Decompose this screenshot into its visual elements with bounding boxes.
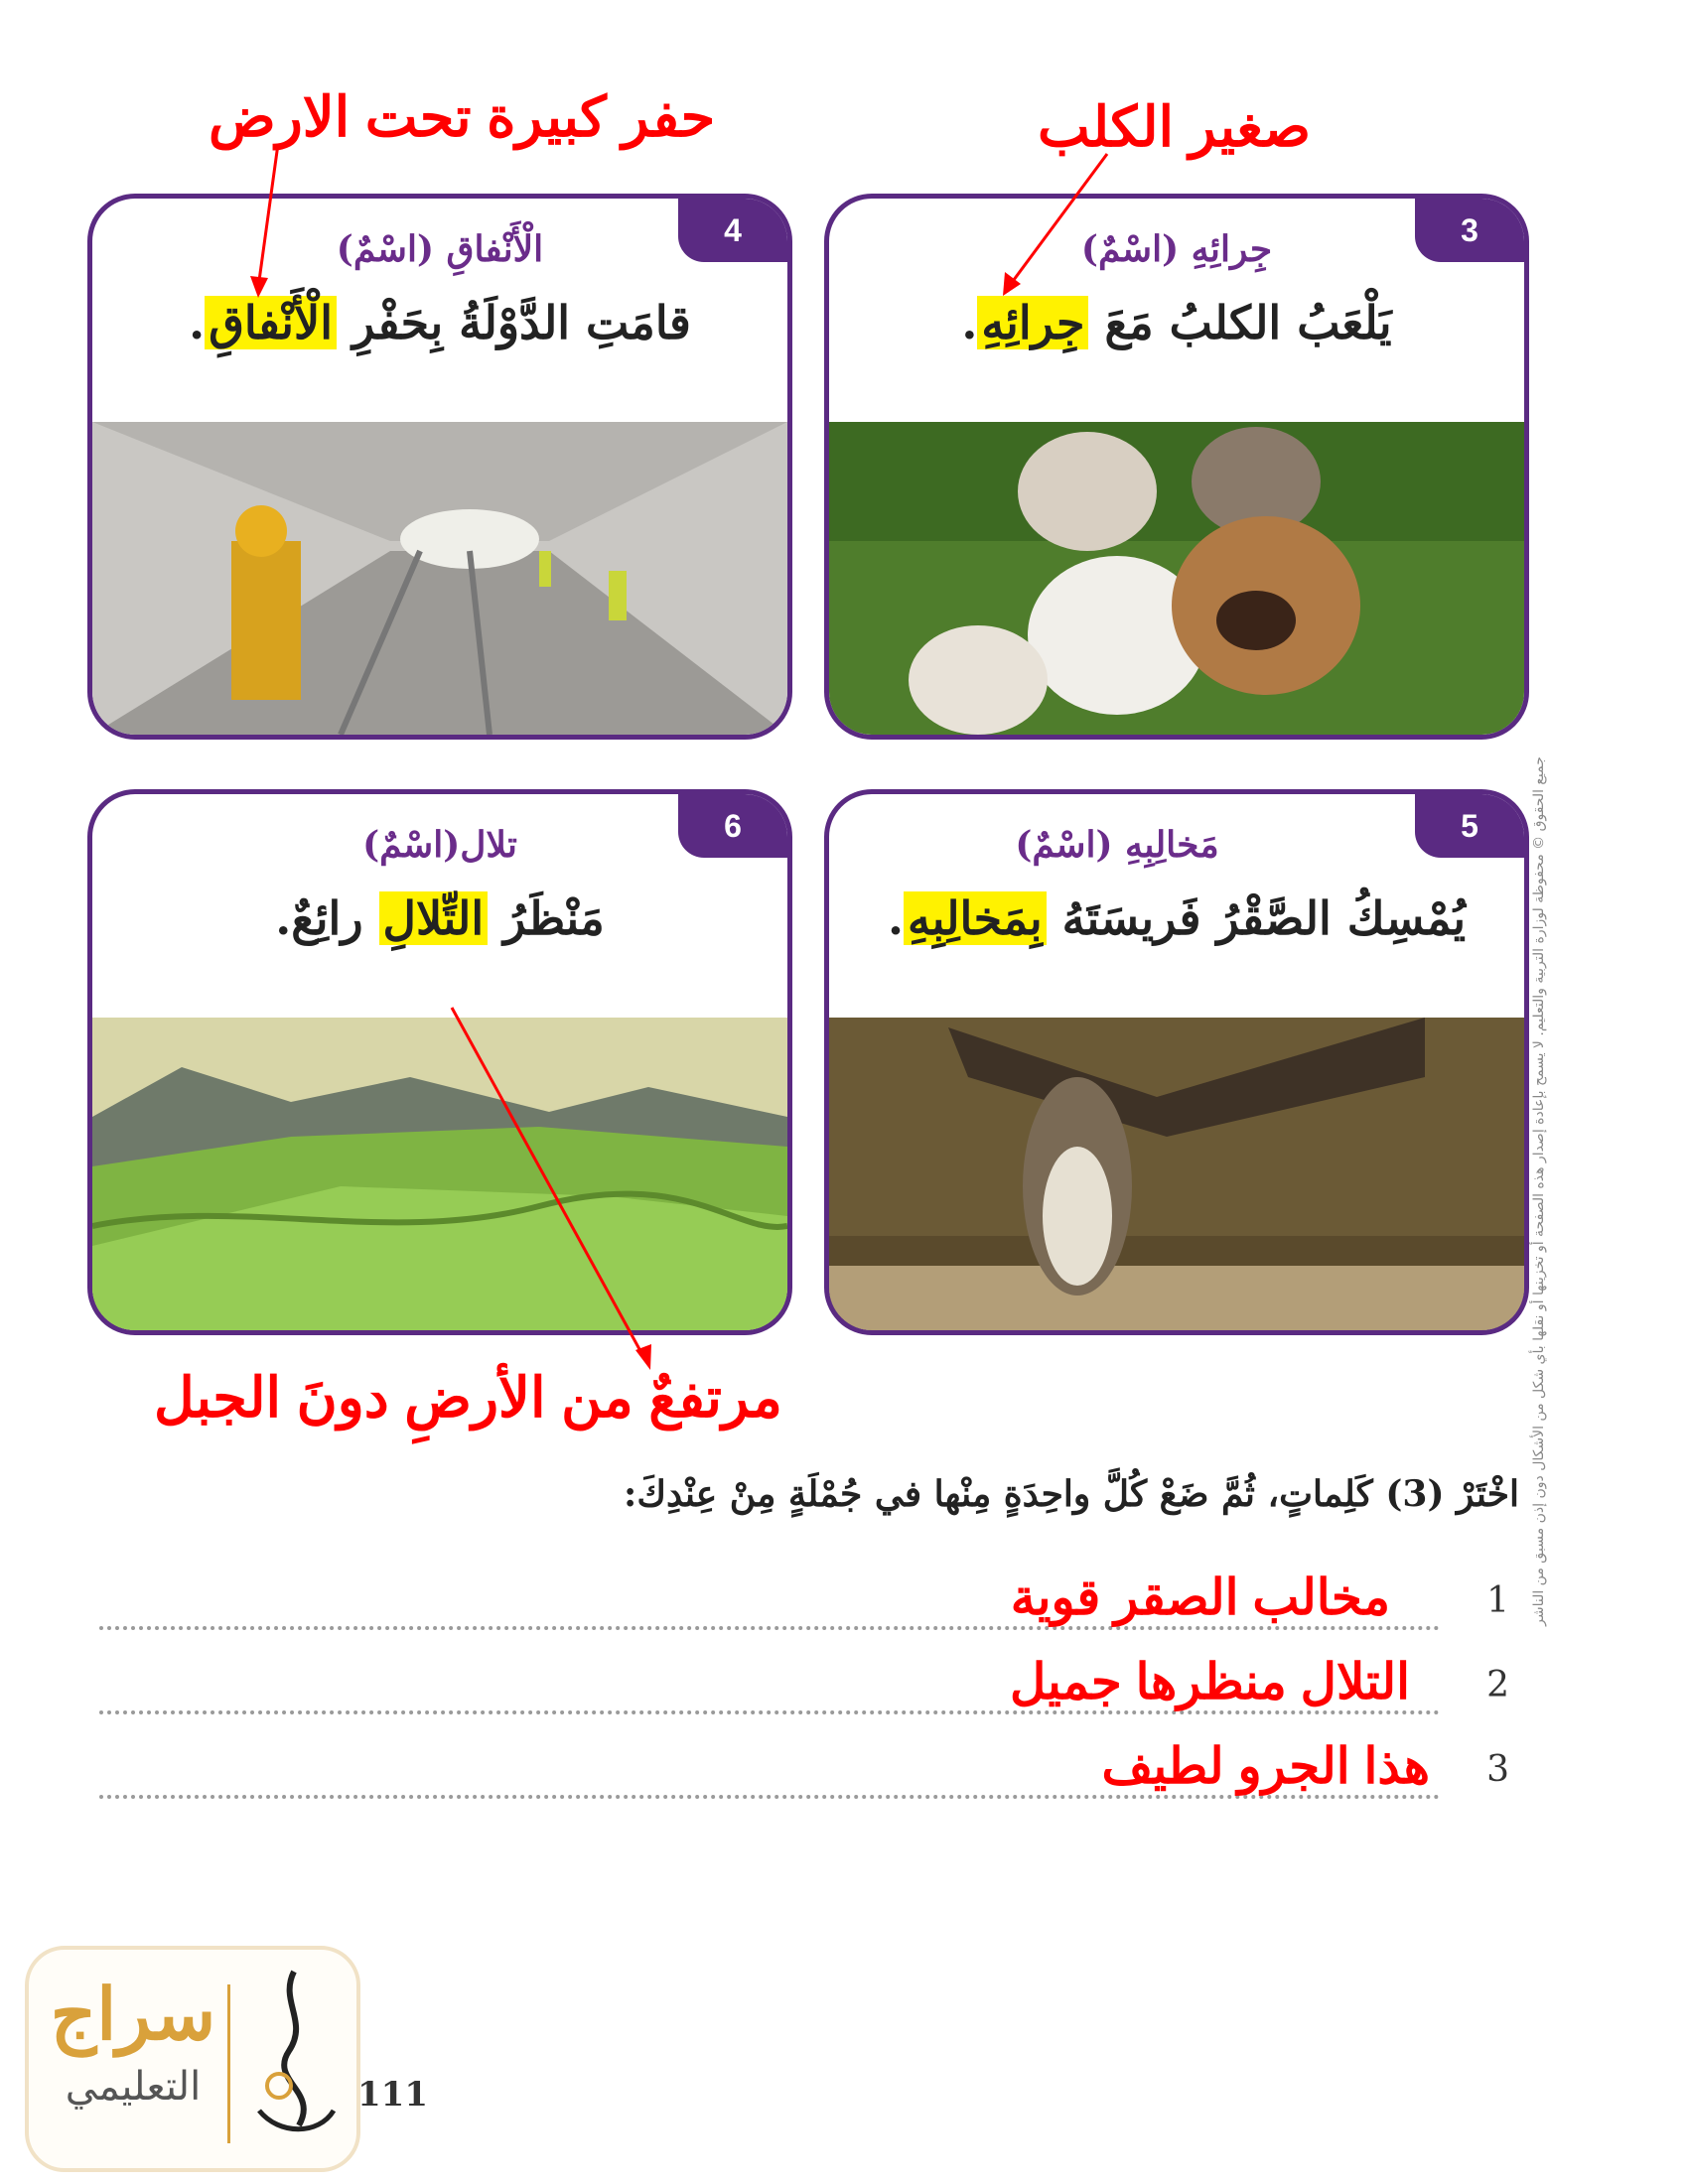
card-number-badge: 5 xyxy=(1415,794,1524,858)
highlighted-word: بِمَخالِبِهِ xyxy=(904,891,1047,945)
card-number-badge: 3 xyxy=(1415,199,1524,262)
page-number: 111 xyxy=(357,2075,428,2115)
answer-text: هذا الجرو لطيف xyxy=(1091,1737,1440,1795)
calligraphy-mark-icon xyxy=(239,1962,349,2150)
highlighted-word: جِرائِهِ xyxy=(977,296,1088,349)
card-sentence: مَنْظَرُ التِّلالِ رائِعٌ. xyxy=(275,891,605,945)
card-number-badge: 6 xyxy=(678,794,787,858)
copyright-side-note: جميع الحقوق © محفوظة لوزارة التربية والتعليم. لا يسمح بإعادة إصدار هذه الصفحة أو تخزينها أو نقلها بأي شكل من الأشكال دون إذن مسبق من الناشر xyxy=(1531,756,1547,1626)
answer-line-2[interactable] xyxy=(99,1653,1509,1722)
answer-line-1[interactable] xyxy=(99,1569,1509,1638)
line-number: 1 xyxy=(1486,1580,1509,1621)
annotation-tunnels: حفر كبيرة تحت الارض xyxy=(209,85,716,148)
logo-title: سراج xyxy=(50,1972,216,2056)
card-sentence: يُمْسِكُ الصَّقْرُ فَريسَتَهُ بِمَخالِبِهِ. xyxy=(887,891,1467,945)
card-number-badge: 4 xyxy=(678,199,787,262)
answer-text: مخالب الصقر قوية xyxy=(1001,1569,1400,1626)
highlighted-word: الْأَنْفاقِ xyxy=(205,296,337,349)
card-vocab-word: تلال(اسْمٌ) xyxy=(362,824,517,866)
line-number: 3 xyxy=(1486,1749,1509,1790)
annotation-hills: مرتفعٌ من الأرضِ دونَ الجبل xyxy=(154,1366,782,1429)
card-vocab-word: مَخالِبِهِ (اسْمٌ) xyxy=(1015,824,1219,866)
logo-subtitle: التعليمي xyxy=(65,2064,202,2110)
card-vocab-word: الْأَنْفاقِ (اسْمٌ) xyxy=(336,228,544,270)
exercise-instruction: اخْتَرْ (3) كَلِماتٍ، ثُمَّ ضَعْ كُلَّ واحِدَةٍ مِنْها في جُمْلَةٍ مِنْ عِنْدِكَ: xyxy=(624,1473,1519,1515)
line-number: 2 xyxy=(1486,1665,1509,1706)
card-sentence: يَلْعَبُ الكلبُ مَعَ جِرائِهِ. xyxy=(961,296,1392,349)
siraj-logo xyxy=(25,1946,360,2172)
answer-text: التلال منظرها جميل xyxy=(1000,1653,1420,1710)
annotation-puppies: صغير الكلب xyxy=(1038,95,1311,158)
highlighted-word: التِّلالِ xyxy=(379,891,489,945)
answer-line-3[interactable] xyxy=(99,1737,1509,1807)
card-vocab-word: جِرائِهِ (اسْمٌ) xyxy=(1080,228,1273,270)
card-sentence: قامَتِ الدَّوْلَةُ بِحَفْرِ الْأَنْفاقِ. xyxy=(189,296,691,349)
